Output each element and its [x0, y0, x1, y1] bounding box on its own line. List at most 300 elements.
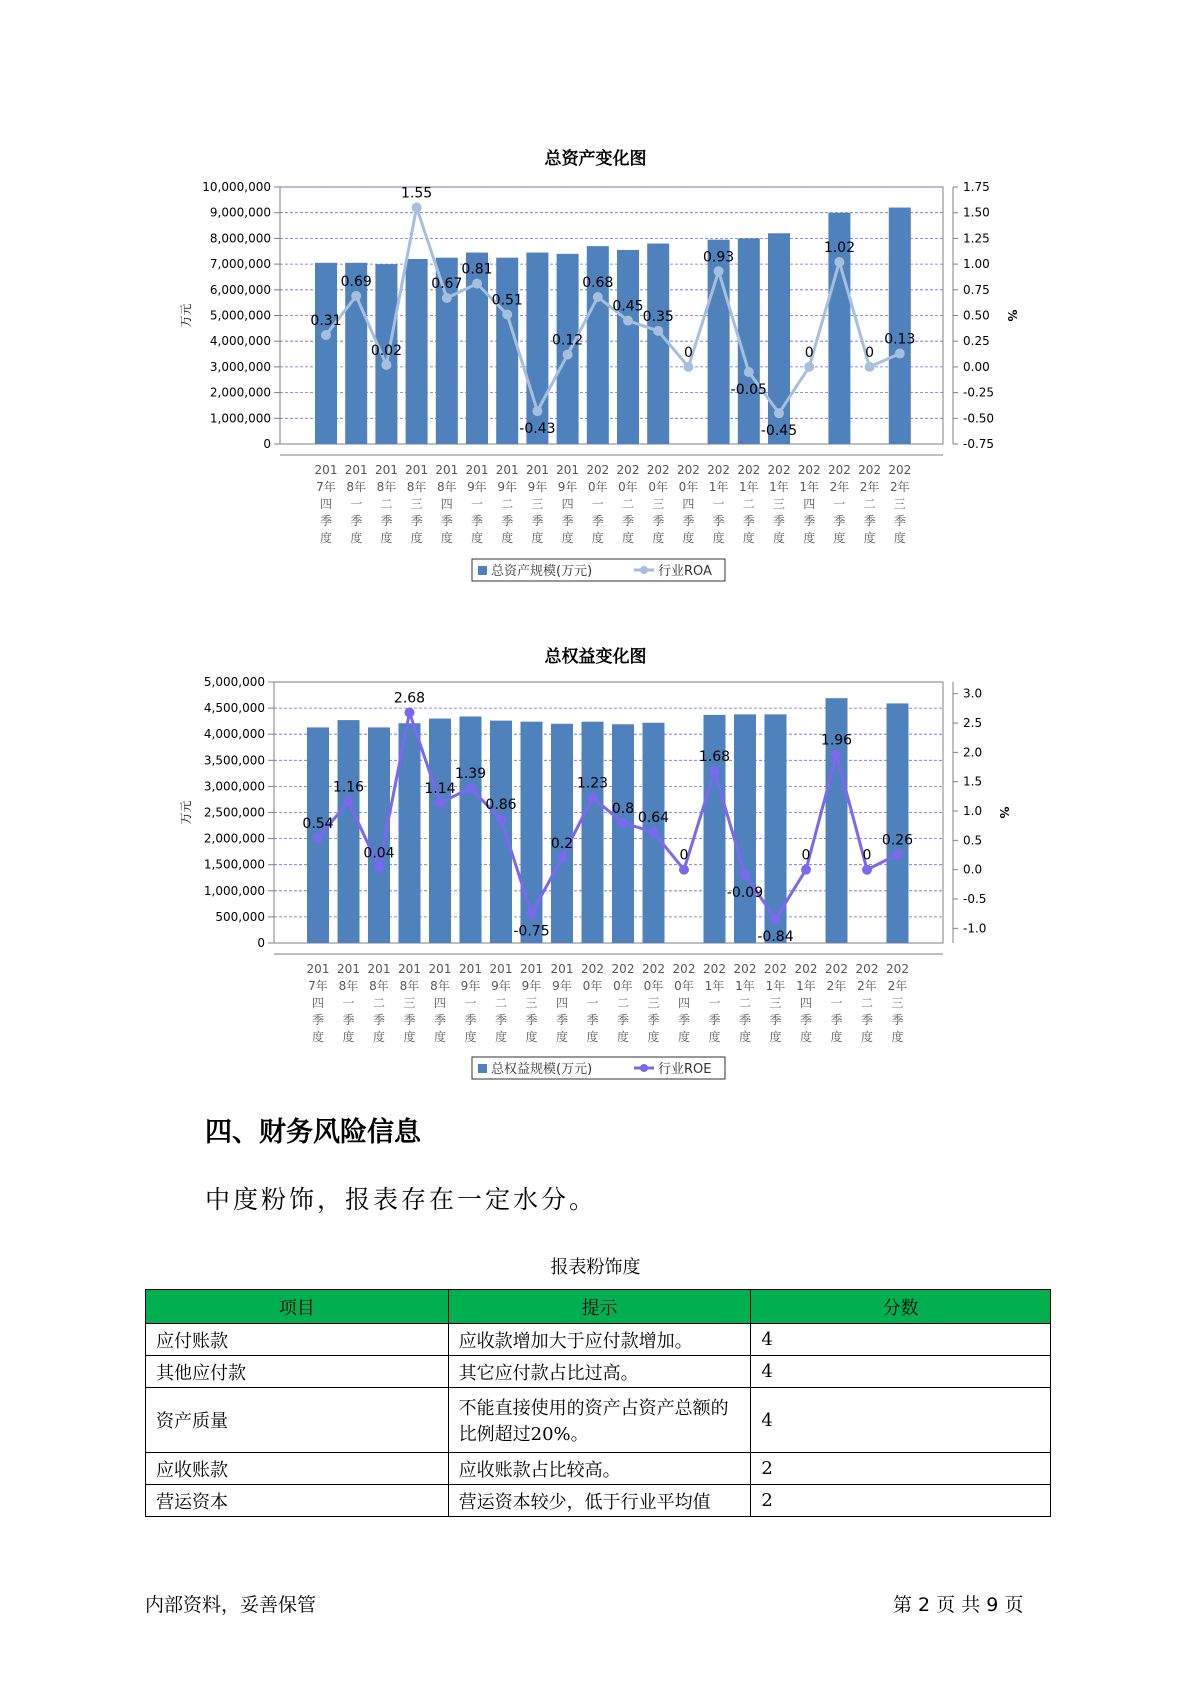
category-label: 201: [495, 463, 519, 477]
category-label: 8年: [406, 480, 427, 494]
category-label: 季: [501, 514, 514, 528]
line-point: [412, 203, 422, 213]
data-label: 0: [679, 847, 689, 864]
line-point: [496, 814, 506, 824]
category-label: 度: [803, 531, 816, 545]
category-label: 度: [738, 1030, 752, 1044]
left-tick-label: 0: [263, 437, 271, 451]
category-label: 季: [799, 1013, 813, 1027]
category-label: 201: [367, 962, 391, 976]
right-tick-label: -0.50: [963, 411, 995, 426]
category-label: 1年: [769, 480, 789, 494]
left-tick-label: 3,000,000: [209, 359, 271, 374]
line-point: [618, 818, 628, 828]
category-label: 季: [682, 514, 695, 528]
data-label: 0.2: [550, 835, 574, 852]
category-label: 度: [652, 531, 665, 545]
footer-confidential: 内部资料，妥善保管: [145, 1594, 317, 1616]
data-label: 0.51: [491, 292, 523, 309]
category-label: 季: [403, 1013, 416, 1027]
risk-summary: 中度粉饰，报表存在一定水分。: [205, 1185, 598, 1214]
category-label: 8年: [338, 979, 359, 993]
left-tick-label: 3,000,000: [203, 779, 265, 794]
right-tick-label: -0.75: [963, 437, 995, 451]
category-label: 1年: [738, 480, 759, 494]
category-label: 度: [712, 531, 725, 545]
row-hint: 应收款增加大于应付款增加。: [448, 1324, 751, 1356]
category-label: 度: [555, 1030, 569, 1044]
category-label: 2年: [857, 979, 877, 993]
category-label: 9年: [557, 480, 578, 494]
data-label: 0.64: [637, 810, 670, 827]
data-label: 0.13: [884, 331, 916, 348]
category-label: 季: [830, 1013, 843, 1027]
line-point: [679, 865, 689, 875]
category-label: 202: [855, 962, 879, 976]
category-label: 季: [372, 1013, 386, 1027]
line-point: [466, 783, 476, 793]
legend-bar-label: 总权益规模(万元): [491, 1062, 593, 1077]
category-label: 202: [827, 463, 851, 477]
line-point: [893, 849, 903, 859]
category-label: 度: [311, 1030, 325, 1044]
line-point: [649, 827, 659, 837]
whitewash-table: [145, 1289, 1051, 1517]
category-label: 1年: [765, 979, 786, 993]
data-label: 1.96: [820, 732, 853, 749]
category-label: 9年: [491, 979, 511, 993]
category-label: 四: [677, 996, 691, 1010]
row-item: 资产质量: [146, 1388, 449, 1453]
category-label: 度: [833, 531, 846, 545]
line-point: [344, 797, 354, 807]
category-label: 一: [708, 996, 721, 1010]
category-label: 1年: [796, 979, 816, 993]
left-tick-label: 1,000,000: [203, 883, 265, 898]
category-label: 三: [772, 497, 786, 511]
category-label: 季: [410, 514, 423, 528]
bar: [429, 719, 451, 943]
line-point: [714, 266, 724, 276]
line-point: [865, 362, 875, 372]
row-hint: 其它应付款占比过高。: [448, 1356, 751, 1388]
category-label: 季: [891, 1013, 904, 1027]
right-axis-title: %: [997, 806, 1011, 819]
table-header-row: [146, 1290, 1051, 1324]
bar: [647, 244, 669, 444]
category-label: 季: [440, 514, 453, 528]
line-point: [774, 408, 784, 418]
left-tick-label: 0: [257, 936, 265, 950]
line-point: [374, 862, 384, 872]
category-label: 二: [621, 497, 635, 511]
line-point: [442, 293, 452, 303]
data-label: 0.86: [485, 797, 517, 814]
row-score: 2: [751, 1453, 1051, 1485]
category-label: 季: [525, 1013, 538, 1027]
right-tick-label: 2.5: [963, 716, 983, 731]
right-tick-label: 0.5: [963, 833, 983, 848]
data-label: -0.75: [513, 923, 550, 940]
left-axis-title: 万元: [179, 800, 193, 825]
category-label: 度: [561, 531, 574, 545]
category-label: 三: [647, 996, 660, 1010]
row-hint: 不能直接使用的资产占资产总额的比例超过20%。: [448, 1388, 751, 1453]
category-label: 四: [440, 497, 453, 511]
category-label: 201: [556, 463, 580, 477]
category-label: 8年: [346, 480, 367, 494]
category-label: 8年: [399, 979, 420, 993]
line-point: [405, 707, 415, 717]
line-point: [683, 362, 693, 372]
section-title: 四、财务风险信息: [205, 1117, 421, 1148]
bar: [887, 703, 909, 943]
category-label: 二: [494, 996, 508, 1010]
bar: [557, 254, 579, 444]
data-label: 1.68: [698, 749, 731, 766]
line-point: [623, 316, 633, 326]
line-point: [740, 870, 750, 880]
right-tick-label: 0.50: [963, 308, 990, 323]
line-point: [895, 349, 905, 359]
data-label: 1.39: [454, 766, 487, 783]
data-label: -0.09: [726, 884, 764, 901]
category-label: 202: [886, 962, 909, 976]
category-label: 2年: [887, 979, 908, 993]
category-label: 201: [344, 463, 368, 477]
category-label: 201: [520, 962, 543, 976]
bar: [315, 263, 337, 444]
category-label: 2年: [889, 480, 910, 494]
category-label: 季: [647, 1013, 660, 1027]
category-label: 一: [591, 497, 604, 511]
line-point: [381, 360, 391, 370]
line-point: [532, 406, 542, 416]
category-label: 三: [893, 497, 906, 511]
category-label: 季: [311, 1013, 325, 1027]
category-label: 季: [380, 514, 393, 528]
category-label: 四: [561, 497, 574, 511]
line-point: [593, 292, 603, 302]
category-label: 1年: [735, 979, 755, 993]
line-point: [862, 865, 872, 875]
category-label: 度: [501, 531, 514, 545]
category-label: 季: [494, 1013, 508, 1027]
bar: [338, 720, 360, 943]
left-tick-label: 500,000: [215, 909, 265, 924]
category-label: 202: [616, 463, 640, 477]
category-label: 度: [380, 531, 393, 545]
category-label: 季: [772, 514, 786, 528]
left-tick-label: 2,000,000: [209, 385, 271, 400]
category-label: 季: [555, 1013, 569, 1027]
category-label: 8年: [430, 979, 450, 993]
category-label: 度: [350, 531, 363, 545]
bar: [345, 263, 367, 444]
data-label: 2.68: [393, 690, 426, 707]
total-assets-chart: [0, 172, 1191, 612]
left-tick-label: 2,500,000: [203, 805, 265, 820]
category-label: 202: [586, 463, 610, 477]
category-label: 201: [489, 962, 513, 976]
bar: [617, 250, 639, 444]
category-label: 度: [893, 531, 906, 545]
line-point: [472, 279, 482, 289]
category-label: 度: [410, 531, 423, 545]
line-point: [744, 367, 754, 377]
left-axis-title: 万元: [179, 303, 193, 328]
data-label: 0: [865, 344, 875, 361]
category-label: 度: [470, 531, 484, 545]
line-point: [771, 914, 781, 924]
data-label: 0.68: [582, 274, 614, 291]
legend-bar-swatch: [478, 1064, 487, 1073]
line-point: [710, 766, 720, 776]
category-label: 季: [319, 514, 333, 528]
row-score: 2: [751, 1485, 1051, 1517]
category-label: 202: [581, 962, 604, 976]
category-label: 度: [769, 1030, 782, 1044]
category-label: 季: [616, 1013, 630, 1027]
data-label: 0: [801, 847, 811, 864]
right-tick-label: 0.00: [963, 359, 990, 374]
left-tick-label: 6,000,000: [209, 282, 271, 297]
category-label: 202: [611, 962, 635, 976]
data-label: 0: [862, 847, 872, 864]
data-label: 0.31: [310, 313, 342, 330]
footer-page-number: 第 2 页 共 9 页: [893, 1594, 1024, 1616]
row-item: 其他应付款: [146, 1356, 449, 1388]
category-label: 度: [772, 531, 786, 545]
left-tick-label: 4,000,000: [203, 727, 265, 742]
category-label: 季: [833, 514, 846, 528]
category-label: 二: [738, 996, 752, 1010]
data-label: 1.16: [332, 779, 365, 796]
category-label: 0年: [648, 480, 669, 494]
bar: [612, 724, 634, 943]
left-tick-label: 3,500,000: [203, 753, 265, 768]
category-label: 季: [708, 1013, 721, 1027]
category-label: 三: [531, 497, 544, 511]
right-tick-label: -1.0: [963, 921, 987, 936]
data-label: 1.23: [576, 775, 609, 792]
category-label: 度: [616, 1030, 630, 1044]
line-point: [321, 330, 331, 340]
category-label: 季: [738, 1013, 752, 1027]
category-label: 度: [494, 1030, 508, 1044]
table-row: [146, 1324, 1051, 1356]
category-label: 二: [863, 497, 876, 511]
category-label: 度: [621, 531, 635, 545]
category-label: 三: [769, 996, 782, 1010]
line-point: [834, 257, 844, 267]
category-label: 9年: [460, 979, 481, 993]
category-label: 9年: [552, 979, 572, 993]
data-label: 0: [683, 344, 693, 361]
chart-title-equity: 总权益变化图: [544, 647, 647, 667]
category-label: 四: [319, 497, 333, 511]
category-label: 9年: [521, 979, 542, 993]
category-label: 0年: [678, 480, 699, 494]
right-tick-label: 1.00: [963, 257, 990, 272]
category-label: 季: [769, 1013, 782, 1027]
data-label: 1.14: [424, 780, 456, 797]
bar: [582, 722, 604, 943]
category-label: 度: [647, 1030, 660, 1044]
category-label: 季: [433, 1013, 447, 1027]
category-label: 202: [764, 962, 787, 976]
category-label: 三: [652, 497, 665, 511]
table-row: [146, 1485, 1051, 1517]
row-hint: 应收账款占比较高。: [448, 1453, 751, 1485]
category-label: 2年: [829, 480, 850, 494]
category-label: 度: [591, 531, 604, 545]
bar: [406, 259, 428, 444]
legend-bar-label: 总资产规模(万元): [491, 564, 593, 579]
row-hint: 营运资本较少，低于行业平均值: [448, 1485, 751, 1517]
category-label: 9年: [467, 480, 487, 494]
category-label: 季: [621, 514, 635, 528]
category-label: 一: [470, 497, 484, 511]
data-label: 0.54: [302, 816, 334, 833]
category-label: 三: [403, 996, 416, 1010]
category-label: 二: [501, 497, 514, 511]
category-label: 三: [410, 497, 423, 511]
category-label: 度: [525, 1030, 538, 1044]
category-label: 季: [893, 514, 906, 528]
line-point: [351, 291, 361, 301]
data-label: 0.93: [703, 249, 735, 266]
legend-bar-swatch: [478, 566, 487, 575]
row-score: 4: [751, 1356, 1051, 1388]
category-label: 二: [380, 497, 393, 511]
category-label: 201: [459, 962, 482, 976]
right-tick-label: 0.0: [963, 862, 983, 877]
category-label: 202: [707, 463, 731, 477]
category-label: 0年: [613, 979, 633, 993]
total-equity-chart: [0, 670, 1191, 1110]
category-label: 四: [433, 996, 447, 1010]
category-label: 202: [825, 962, 848, 976]
category-label: 度: [319, 531, 333, 545]
category-label: 季: [531, 514, 544, 528]
legend-line-label: 行业ROA: [658, 564, 712, 579]
left-tick-label: 10,000,000: [202, 180, 271, 194]
line-point: [557, 853, 567, 863]
category-label: 202: [646, 463, 670, 477]
data-label: 0.04: [363, 845, 395, 862]
category-label: 201: [374, 463, 398, 477]
category-label: 7年: [316, 480, 336, 494]
category-label: 0年: [674, 979, 694, 993]
category-label: 201: [398, 962, 421, 976]
bar: [496, 258, 518, 444]
row-score: 4: [751, 1324, 1051, 1356]
data-label: 0.81: [461, 261, 493, 278]
category-label: 度: [742, 531, 755, 545]
category-label: 202: [703, 962, 726, 976]
right-tick-label: -0.5: [963, 892, 987, 907]
table-row: [146, 1388, 1051, 1453]
category-label: 四: [803, 497, 816, 511]
category-label: 三: [525, 996, 538, 1010]
category-label: 202: [888, 463, 912, 477]
right-tick-label: 2.0: [963, 745, 983, 760]
category-label: 201: [435, 463, 459, 477]
category-label: 1年: [799, 480, 820, 494]
data-label: 0.02: [370, 342, 402, 359]
category-label: 二: [742, 497, 755, 511]
category-label: 四: [555, 996, 569, 1010]
right-tick-label: 1.75: [963, 180, 990, 194]
header-item: 项目: [146, 1290, 449, 1324]
data-label: 0.69: [340, 273, 372, 290]
category-label: 0年: [618, 480, 638, 494]
category-label: 0年: [582, 979, 603, 993]
data-label: 0.45: [612, 298, 644, 315]
category-label: 202: [767, 463, 791, 477]
category-label: 二: [860, 996, 874, 1010]
line-point: [313, 833, 323, 843]
category-label: 202: [794, 962, 818, 976]
data-label: -0.84: [757, 928, 794, 945]
bar: [490, 721, 512, 943]
category-label: 度: [677, 1030, 691, 1044]
category-label: 季: [350, 514, 363, 528]
category-label: 二: [616, 996, 630, 1010]
category-label: 四: [311, 996, 325, 1010]
data-label: 0: [804, 344, 814, 361]
bar: [460, 716, 482, 943]
right-tick-label: -0.25: [963, 385, 995, 400]
data-label: 0.12: [552, 332, 584, 349]
line-point: [832, 750, 842, 760]
data-label: 0.67: [431, 276, 463, 293]
category-label: 度: [464, 1030, 477, 1044]
category-label: 201: [465, 463, 489, 477]
legend-line-marker: [640, 1064, 648, 1072]
line-point: [588, 793, 598, 803]
category-label: 季: [591, 514, 604, 528]
category-label: 0年: [587, 480, 608, 494]
right-tick-label: 0.75: [963, 282, 990, 297]
category-label: 202: [858, 463, 882, 477]
data-label: -0.05: [730, 382, 767, 399]
category-label: 三: [891, 996, 904, 1010]
table-row: [146, 1453, 1051, 1485]
category-label: 度: [586, 1030, 599, 1044]
category-label: 度: [440, 531, 453, 545]
category-label: 度: [799, 1030, 813, 1044]
category-label: 8年: [436, 480, 457, 494]
category-label: 202: [733, 962, 757, 976]
right-tick-label: 1.0: [963, 804, 983, 819]
left-tick-label: 4,000,000: [209, 334, 271, 349]
left-tick-label: 8,000,000: [209, 231, 271, 246]
category-label: 一: [833, 497, 846, 511]
category-label: 201: [337, 962, 360, 976]
data-label: 0.35: [642, 308, 674, 325]
row-item: 应收账款: [146, 1453, 449, 1485]
left-tick-label: 5,000,000: [209, 308, 271, 323]
category-label: 202: [737, 463, 761, 477]
category-label: 季: [860, 1013, 874, 1027]
category-label: 201: [314, 463, 338, 477]
table-row: [146, 1356, 1051, 1388]
category-label: 一: [712, 497, 725, 511]
category-label: 季: [742, 514, 755, 528]
category-label: 201: [306, 962, 330, 976]
